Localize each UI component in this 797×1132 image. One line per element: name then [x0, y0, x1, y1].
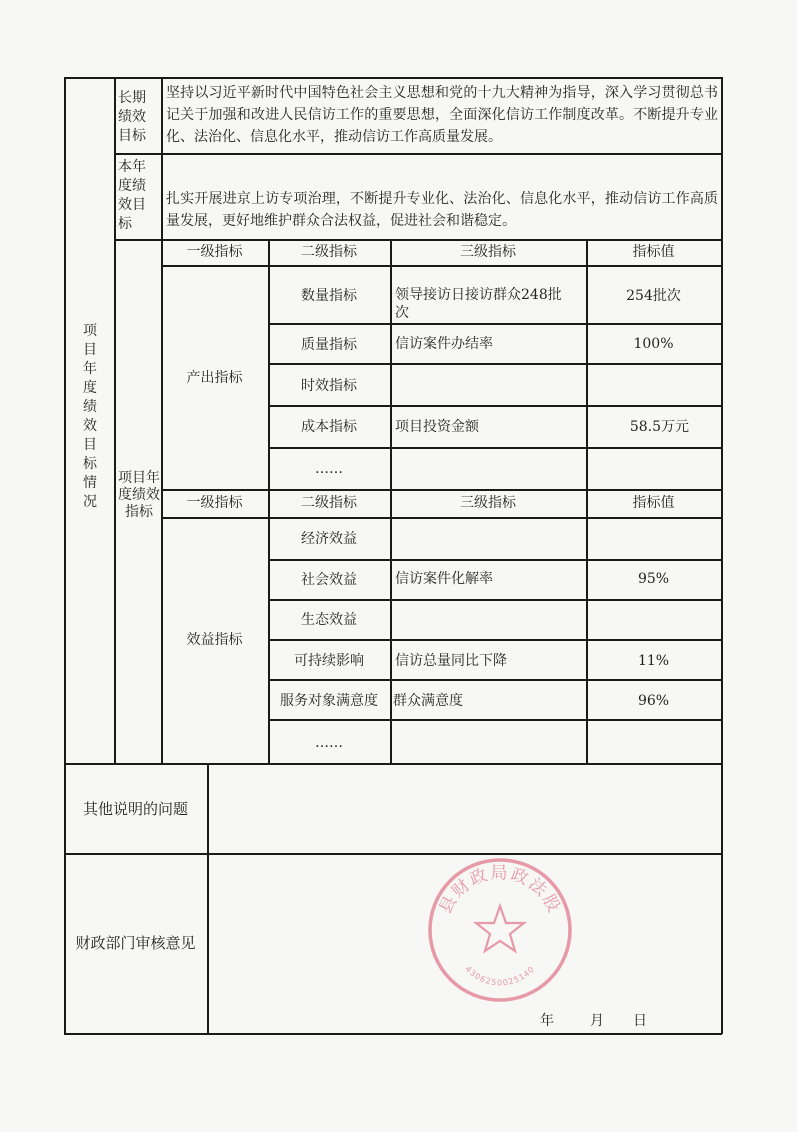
header-value: 指标值	[632, 495, 675, 511]
annual-goal-text: 扎实开展进京上访专项治理，不断提升专业化、法治化、信息化水平，推动信访工作高质量发展，更好地维护群众合法权益，促进社会和谐稳定。	[166, 191, 718, 229]
level2-cell: 数量指标	[301, 288, 357, 304]
level2-cell: 经济效益	[301, 531, 357, 547]
level2-cell: 生态效益	[301, 612, 357, 628]
date-year: 年	[540, 1013, 554, 1029]
level2-cell: ……	[315, 461, 343, 477]
official-seal-icon	[426, 856, 574, 1004]
indicator-block-label: 项目年度绩效指标	[118, 470, 160, 520]
annual-goal-label: 本年度绩效目标	[118, 159, 146, 232]
svg-text:4306250025140	[463, 964, 536, 987]
header-value: 指标值	[632, 244, 675, 260]
level3-cell: 信访总量同比下降	[395, 653, 507, 669]
svg-text:县财政局政法股	[436, 864, 565, 918]
left-column-label: 项目年度绩效目标情况	[83, 323, 97, 510]
header-level2: 二级指标	[301, 495, 357, 511]
value-cell: 254批次	[626, 288, 681, 304]
level2-cell: 可持续影响	[294, 653, 364, 669]
seal-text: 县财政局政法股	[435, 863, 565, 918]
other-notes-label: 其他说明的问题	[82, 800, 188, 818]
header-level3: 三级指标	[460, 244, 516, 260]
level3-cell: 领导接访日接访群众248批次	[395, 287, 562, 321]
header-level1: 一级指标	[186, 495, 243, 511]
level2-cell: 服务对象满意度	[280, 693, 378, 709]
level2-cell: 成本指标	[301, 419, 357, 435]
value-cell: 11%	[637, 653, 670, 669]
date-month: 月	[590, 1013, 604, 1029]
output-indicator-label: 产出指标	[186, 370, 243, 386]
level3-cell: 群众满意度	[393, 693, 463, 709]
level2-cell: 质量指标	[301, 337, 357, 353]
value-cell: 100%	[633, 336, 674, 352]
benefit-indicator-label: 效益指标	[186, 632, 243, 648]
level2-cell: ……	[315, 735, 343, 751]
long-term-label: 长期绩效目标	[118, 90, 146, 144]
seal-number: 4306250025140	[463, 964, 537, 988]
header-level1: 一级指标	[186, 244, 243, 260]
level3-cell: 信访案件化解率	[395, 571, 493, 587]
value-cell: 96%	[637, 693, 670, 709]
finance-review-label: 财政部门审核意见	[75, 934, 196, 952]
header-level2: 二级指标	[301, 244, 357, 260]
long-term-text: 坚持以习近平新时代中国特色社会主义思想和党的十九大精神为指导，深入学习贯彻总书记关于加强和改进人民信访工作的重要思想，全面深化信访工作制度改革。不断提升专业化、法治化、信息化水平，推动信访工作高质量发展。	[166, 85, 718, 145]
value-cell: 95%	[637, 571, 670, 587]
level3-cell: 信访案件办结率	[395, 336, 493, 352]
value-cell: 58.5万元	[629, 419, 689, 435]
header-level3: 三级指标	[460, 495, 516, 511]
date-day: 日	[633, 1013, 647, 1029]
level2-cell: 社会效益	[301, 572, 357, 588]
level2-cell: 时效指标	[301, 378, 357, 394]
level3-cell: 项目投资金额	[395, 419, 479, 435]
seal-star-icon	[476, 906, 524, 951]
